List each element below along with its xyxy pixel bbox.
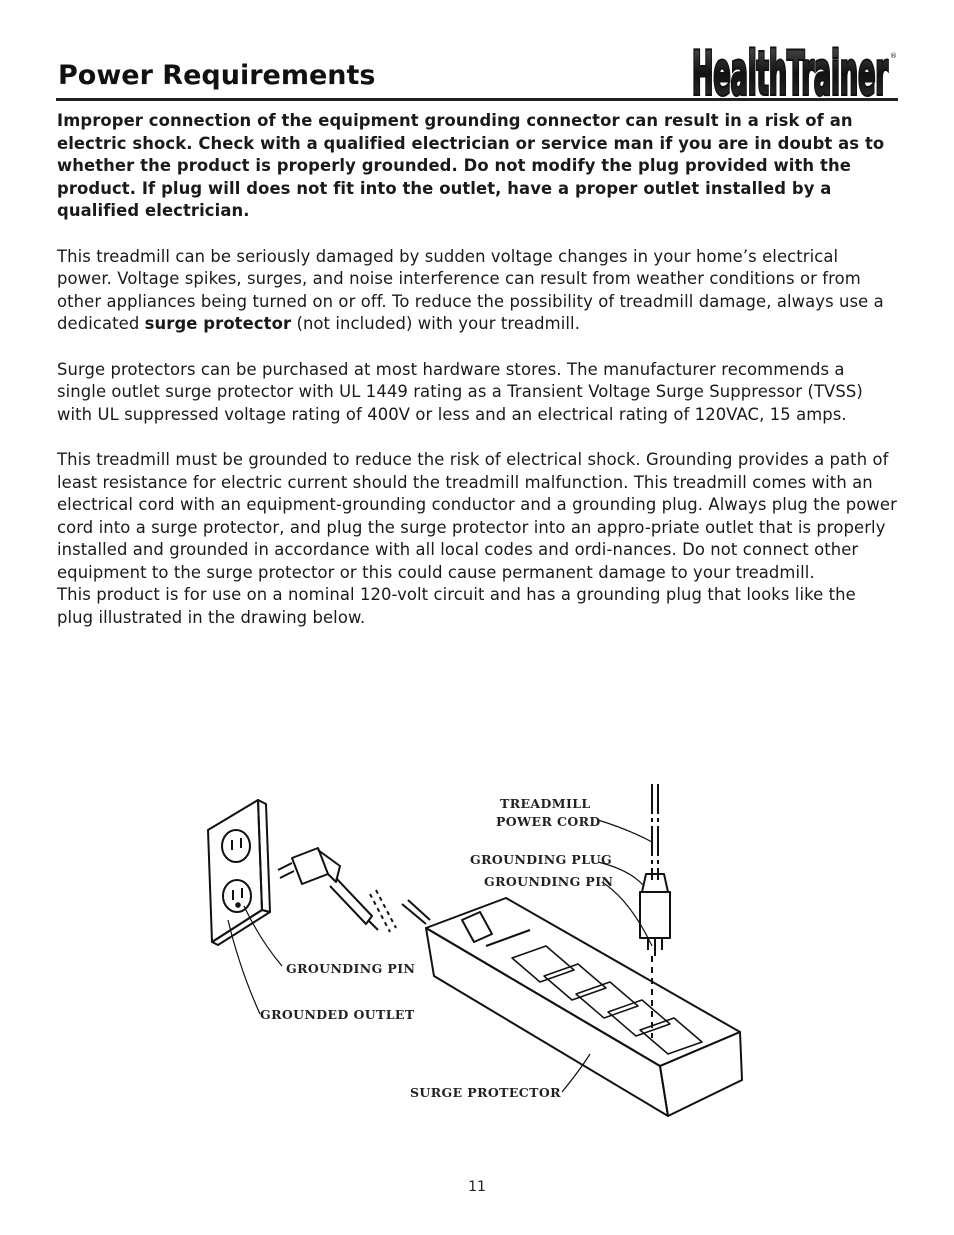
label-grounded-outlet: GROUNDED OUTLET xyxy=(260,1007,415,1022)
label-grounding-plug: GROUNDING PLUG xyxy=(470,852,613,867)
svg-text:®: ® xyxy=(890,52,897,60)
wall-outlet-drawing xyxy=(208,800,270,945)
svg-text:HealthTrainer: HealthTrainer xyxy=(692,40,889,98)
grounding-paragraph: This treadmill must be grounded to reduce the risk of electrical shock. Grounding provides a path of least resistance for electric current should the treadmill malfunction. This treadmill comes with an electrical cord with an equipment-grounding conductor and a grounding plug. Always plug the power cord into a surge protector, and plug the surge protector into an appro-priate outlet that is properly installed and grounded in accordance with all local codes and ordi-nances. Do not connect other equipment to the surge protector or this could cause permanent damage to your treadmill. xyxy=(57,449,897,582)
grounding-diagram xyxy=(190,770,760,1130)
body-text xyxy=(57,110,897,652)
grounding-warning: Improper connection of the equipment grounding connector can result in a risk of an electric shock. Check with a qualified electrician or service man if you are in doubt as to whether the product is properly grounded. Do not modify the plug provided with the product. If plug will does not fit into the outlet, have a proper outlet installed by a qualified electrician. xyxy=(57,111,885,221)
label-surge-protector: SURGE PROTECTOR xyxy=(410,1085,561,1100)
svg-text:HealthTrainer: HealthTrainer xyxy=(692,40,889,98)
brand-logo xyxy=(688,40,898,98)
voltage-paragraph xyxy=(57,246,897,336)
label-grounding-pin-left: GROUNDING PIN xyxy=(286,961,416,976)
page-number: 11 xyxy=(468,1179,486,1195)
label-grounding-pin-right: GROUNDING PIN xyxy=(484,874,614,889)
surge-protector-paragraph: Surge protectors can be purchased at most hardware stores. The manufacturer recommends a single outlet surge protector with UL 1449 rating as a Transient Voltage Surge Suppressor (TVSS) with UL suppressed voltage rating of 400V or less and an electrical rating of 120VAC, 15 amps. xyxy=(57,359,863,424)
surge-protector-drawing xyxy=(402,898,742,1116)
surge-protector-emphasis: surge protector xyxy=(144,314,292,334)
label-treadmill-1: TREADMILL xyxy=(500,796,591,811)
label-treadmill-2: POWER CORD xyxy=(496,814,601,829)
voltage-text: This treadmill can be seriously damaged by sudden voltage changes in your home’s electrical power. Voltage spikes, surges, and noise interference can result from weather conditions or from other appliances being turned on or off. To reduce the possibility of treadmill damage, always use a dedicated xyxy=(57,246,884,334)
circuit-paragraph: This product is for use on a nominal 120-volt circuit and has a grounding plug that looks like the plug illustrated in the drawing below. xyxy=(57,585,856,628)
voltage-text-end: (not included) with your treadmill. xyxy=(291,314,581,334)
page-title: Power Requirements xyxy=(58,60,376,91)
outlet-plug-drawing xyxy=(278,848,378,930)
treadmill-plug-drawing xyxy=(640,784,670,1038)
header-rule xyxy=(56,98,898,101)
